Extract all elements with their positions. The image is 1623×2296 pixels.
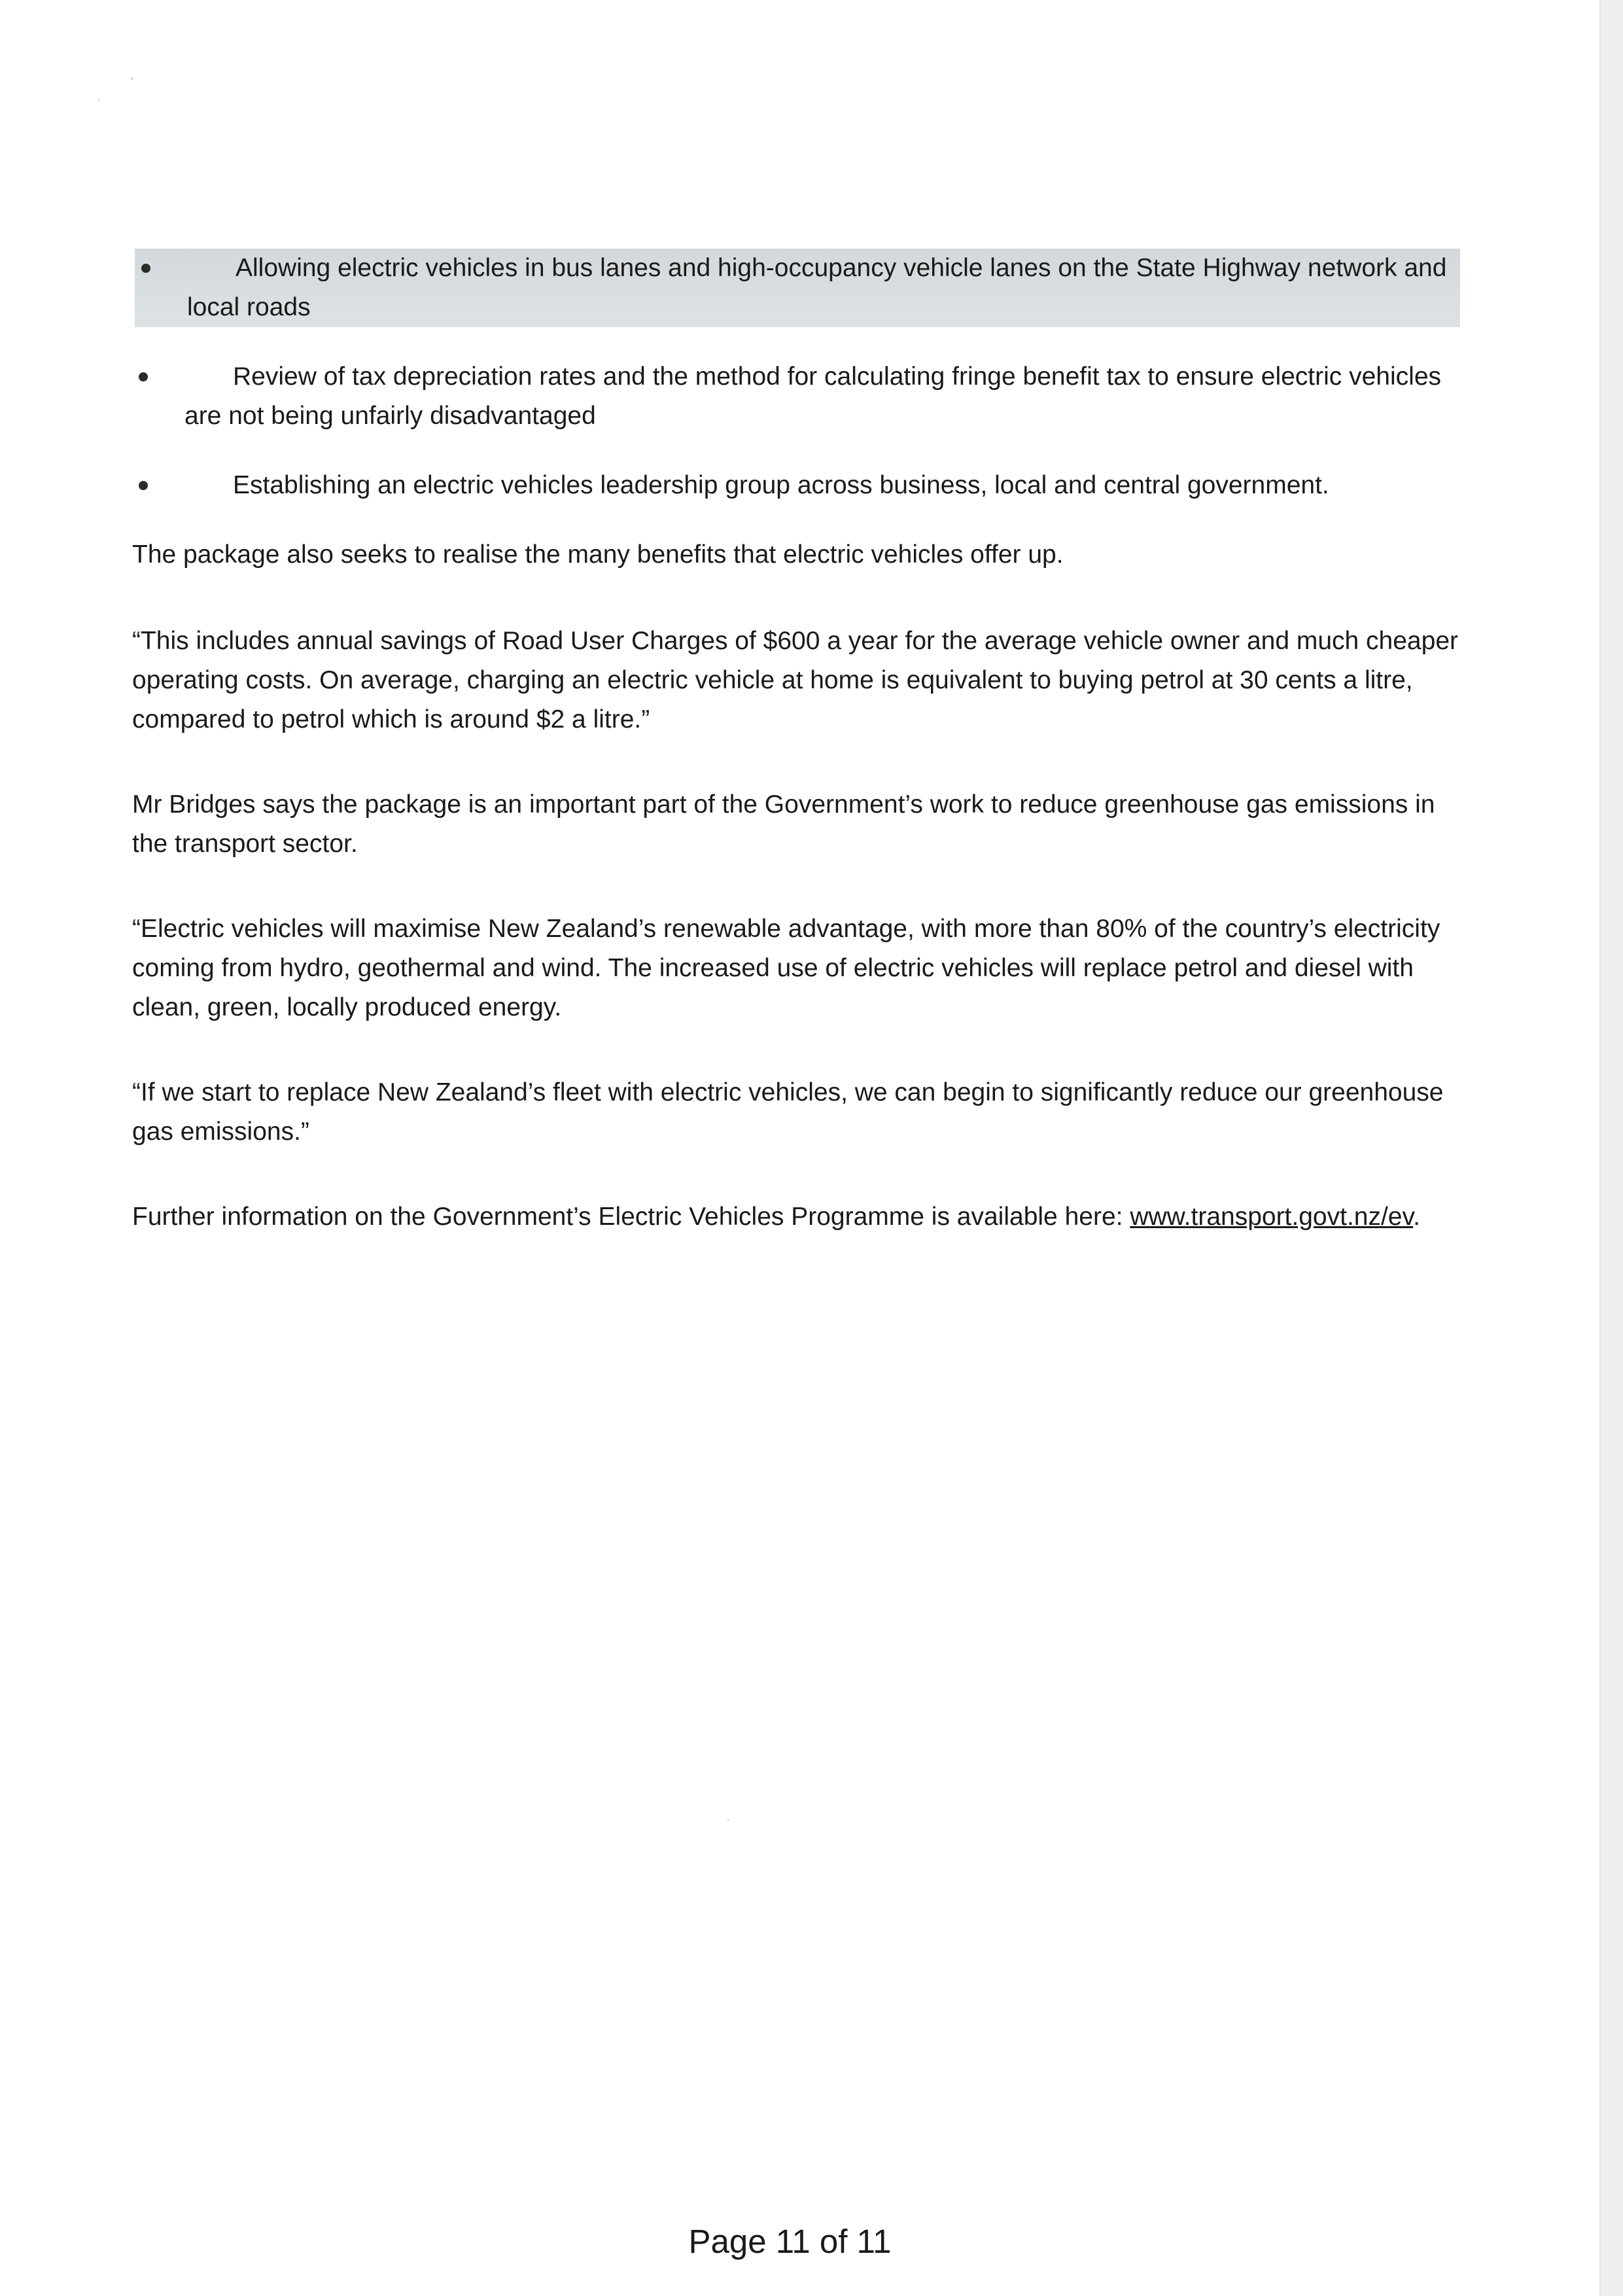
scan-speck	[98, 99, 100, 101]
scan-speck	[131, 77, 133, 80]
bullet-dot-icon	[139, 481, 148, 490]
page-number: Page 11 of 11	[688, 2223, 892, 2260]
further-info-suffix: .	[1413, 1203, 1420, 1231]
paragraph: “This includes annual savings of Road User Charges of $600 a year for the average vehicle owner and much cheaper operating costs. On average, charging an electric vehicle at home is equivalent to buying petrol at 30 cents a litre, compared to petrol which is around $2 a litre.”	[132, 627, 1458, 733]
further-info-text: Further information on the Government’s Electric Vehicles Programme is available here:	[132, 1203, 1130, 1231]
paragraph: The package also seeks to realise the many benefits that electric vehicles offer up.	[132, 540, 1064, 569]
scan-edge-strip	[1599, 0, 1623, 2296]
paragraph: “Electric vehicles will maximise New Zealand’s renewable advantage, with more than 80% of the country’s electricity coming from hydro, geothermal and wind. The increased use of electric vehicles will replace petrol and diesel with clean, green, locally produced energy.	[132, 915, 1440, 1021]
scan-speck	[727, 1819, 729, 1821]
document-body	[132, 249, 1460, 1282]
paragraph: “If we start to replace New Zealand’s fleet with electric vehicles, we can begin to significantly reduce our greenhouse gas emissions.”	[132, 1078, 1444, 1146]
paragraph: Mr Bridges says the package is an important part of the Government’s work to reduce greenhouse gas emissions in the transport sector.	[132, 790, 1435, 858]
bullet-item	[132, 466, 1460, 505]
bullet-item	[132, 357, 1460, 436]
bullet-dot-icon	[141, 264, 150, 273]
bullet-dot-icon	[139, 372, 148, 381]
further-info-paragraph	[132, 1197, 1460, 1237]
bullet-text: Allowing electric vehicles in bus lanes and high-occupancy vehicle lanes on the State Highway network and local roads	[187, 254, 1447, 321]
bullet-text: Review of tax depreciation rates and the method for calculating fringe benefit tax to ensure electric vehicles are not being unfairly disadvantaged	[184, 362, 1442, 430]
bullet-item	[135, 249, 1460, 327]
bullet-text: Establishing an electric vehicles leadership group across business, local and central government.	[233, 471, 1329, 499]
transport-link[interactable]: www.transport.govt.nz/ev	[1130, 1203, 1414, 1231]
